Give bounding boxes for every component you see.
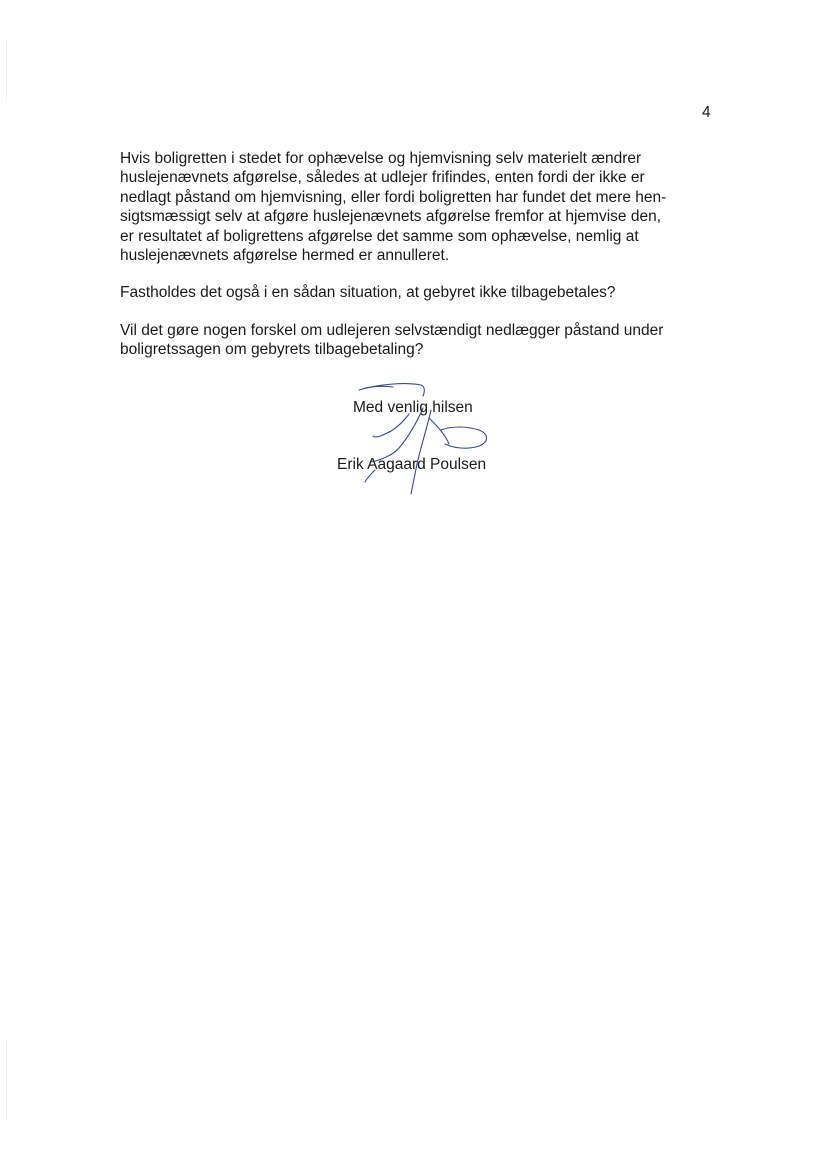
paragraph-claim-question — [120, 321, 720, 360]
paragraph-line: huslejenævnets afgørelse hermed er annulleret. — [120, 247, 450, 265]
paragraph-line: nedlagt påstand om hjemvisning, eller fordi boligretten har fundet det mere hen- — [120, 188, 667, 206]
scan-edge-mark — [6, 1040, 7, 1120]
paragraph-fee-question — [120, 283, 720, 302]
handwritten-signature — [345, 378, 515, 503]
paragraph-line: boligretssagen om gebyrets tilbagebetaling? — [120, 341, 424, 359]
closing-salutation: Med venlig hilsen — [353, 399, 473, 416]
page-number: 4 — [702, 104, 711, 121]
paragraph-line: sigtsmæssigt selv at afgøre huslejenævnets afgørelse fremfor at hjemvise den, — [120, 208, 662, 226]
paragraph-line: Hvis boligretten i stedet for ophævelse og hjemvisning selv materielt ændrer — [120, 150, 642, 167]
signer-name: Erik Aagaard Poulsen — [337, 456, 487, 473]
paragraph-annulment-question — [120, 149, 720, 265]
paragraph-line: Fastholdes det også i en sådan situation, at gebyret ikke tilbagebetales? — [120, 284, 616, 301]
paragraph-line: Vil det gøre nogen forskel om udlejeren selvstændigt nedlægger påstand under — [120, 322, 664, 339]
paragraph-line: er resultatet af boligrettens afgørelse det samme som ophævelse, nemlig at — [120, 227, 639, 245]
scan-edge-mark — [6, 40, 7, 100]
paragraph-line: huslejenævnets afgørelse, således at udlejer frifindes, enten fordi der ikke er — [120, 169, 645, 187]
